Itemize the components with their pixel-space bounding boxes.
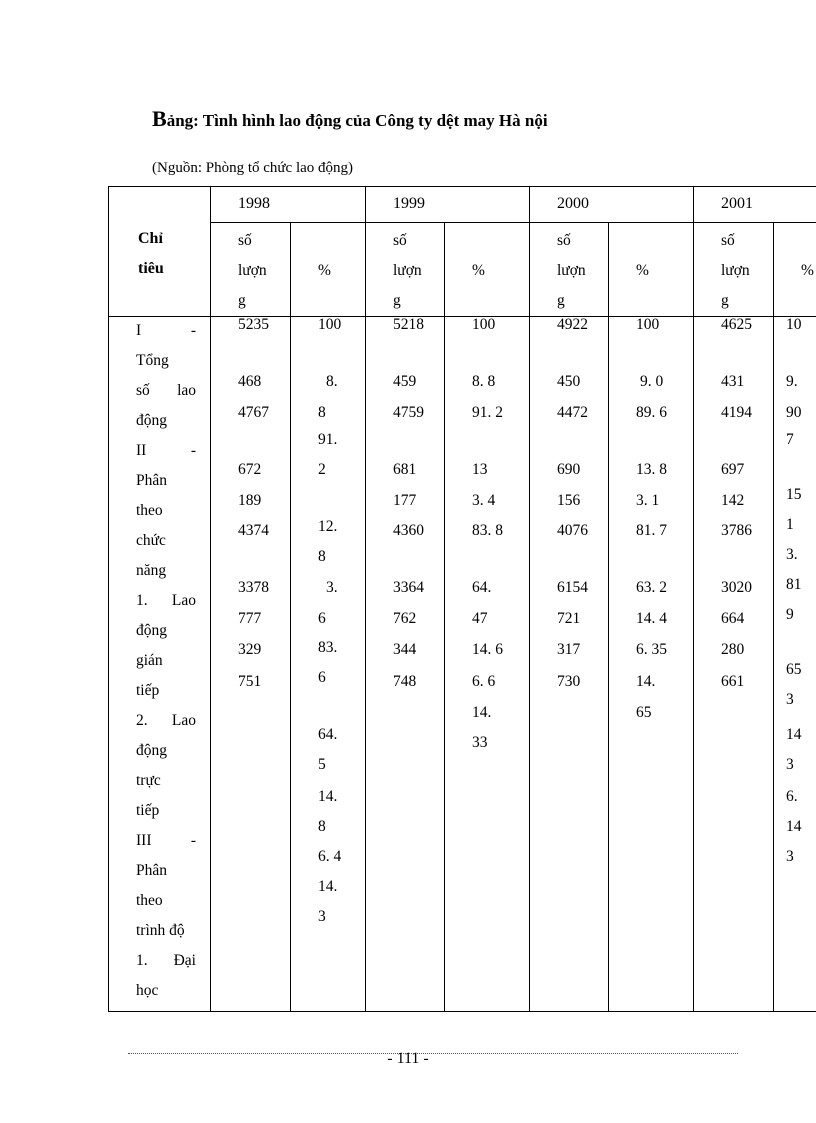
row-label xyxy=(136,676,196,706)
row-label-part: 1. xyxy=(136,952,148,969)
qty-header-line: g xyxy=(393,292,401,309)
row-label-part: động xyxy=(136,742,167,759)
table-cell: 156 xyxy=(557,492,581,509)
row-label-part: chức xyxy=(136,532,166,549)
table-cell: 751 xyxy=(238,673,262,690)
table-cell: 661 xyxy=(721,673,745,690)
qty-header-line: số xyxy=(721,232,735,249)
row-label xyxy=(136,316,196,346)
table-cell: 89. 6 xyxy=(636,404,667,421)
table-cell: 91. xyxy=(318,431,338,448)
row-label-part: theo xyxy=(136,502,163,519)
table-cell: 690 xyxy=(557,461,581,478)
table-cell: 12. xyxy=(318,518,338,535)
row-label xyxy=(136,796,196,826)
table-cell: 64. xyxy=(472,579,492,596)
row-label-part: Lao xyxy=(171,712,196,729)
col-divider xyxy=(210,186,211,1012)
table-cell: 100 xyxy=(636,316,660,333)
pct-header: % xyxy=(636,262,649,279)
table-cell: 100 xyxy=(472,316,496,333)
row-label xyxy=(136,556,196,586)
page-number: - 111 - xyxy=(387,1050,429,1067)
qty-header-line: số xyxy=(393,232,407,249)
row-label-part: lao xyxy=(177,382,196,399)
row-label xyxy=(136,526,196,556)
table-cell: 317 xyxy=(557,641,581,658)
col-divider xyxy=(365,186,366,1012)
table-cell: 450 xyxy=(557,373,581,390)
table-cell: 142 xyxy=(721,492,745,509)
row-label-part: trực xyxy=(136,772,161,789)
row-label xyxy=(136,916,196,946)
row-label xyxy=(136,466,196,496)
row-label xyxy=(136,406,196,436)
qty-header-line: lượn xyxy=(238,262,267,279)
row-label xyxy=(136,646,196,676)
table-cell: 14. xyxy=(636,673,656,690)
table-cell: 65 xyxy=(636,704,652,721)
table-cell: 65 xyxy=(786,661,802,678)
row-label-part: động xyxy=(136,412,167,429)
row-label xyxy=(136,706,196,736)
table-cell: 3 xyxy=(786,691,794,708)
subcol-divider xyxy=(444,222,445,1012)
row-label-part: Phân xyxy=(136,862,167,879)
table-cell: 3 xyxy=(318,908,326,925)
subcol-divider xyxy=(773,222,774,1012)
table-cell: 664 xyxy=(721,610,745,627)
table-cell: 14. xyxy=(318,788,338,805)
table-cell: 777 xyxy=(238,610,262,627)
row-label xyxy=(136,976,196,1006)
table-cell: 8 xyxy=(318,548,326,565)
table-cell: 64. xyxy=(318,726,338,743)
subcol-divider xyxy=(290,222,291,1012)
header-label-line: Chỉ xyxy=(138,230,163,247)
table-cell: 8 xyxy=(318,404,326,421)
row-label-part: theo xyxy=(136,892,163,909)
table-cell: 9. xyxy=(786,373,798,390)
labor-table xyxy=(108,186,816,1012)
table-cell: 4625 xyxy=(721,316,752,333)
qty-header xyxy=(557,226,586,316)
table-cell: 6. 4 xyxy=(318,848,342,865)
table-cell: 100 xyxy=(318,316,342,333)
qty-header-line: g xyxy=(721,292,729,309)
table-cell: 63. 2 xyxy=(636,579,667,596)
table-cell: 13 xyxy=(472,461,488,478)
row-label-part: học xyxy=(136,982,159,999)
table-cell: 431 xyxy=(721,373,745,390)
table-cell: 4767 xyxy=(238,404,269,421)
table-cell: 8. xyxy=(326,373,338,390)
row-label-part: năng xyxy=(136,562,167,579)
row-label xyxy=(136,496,196,526)
row-label xyxy=(136,616,196,646)
row-label-part: I xyxy=(136,322,142,339)
table-cell: 47 xyxy=(472,610,488,627)
table-cell: 13. 8 xyxy=(636,461,667,478)
table-cell: 280 xyxy=(721,641,745,658)
row-label xyxy=(136,766,196,796)
row-label-part: động xyxy=(136,622,167,639)
row-label-part: Phân xyxy=(136,472,167,489)
table-cell: 14. xyxy=(318,878,338,895)
table-cell: 672 xyxy=(238,461,262,478)
qty-header-line: g xyxy=(557,292,565,309)
row-label-part: tiếp xyxy=(136,682,160,699)
table-cell: 9 xyxy=(786,606,794,623)
table-cell: 6. 35 xyxy=(636,641,667,658)
table-cell: 344 xyxy=(393,641,417,658)
body-divider xyxy=(108,316,816,317)
header-chi-tieu xyxy=(138,224,164,284)
table-cell: 3. xyxy=(786,546,798,563)
row-label xyxy=(136,346,196,376)
row-label-part: Đại xyxy=(173,952,196,969)
header-divider xyxy=(210,222,816,223)
table-cell: 3. 4 xyxy=(472,492,496,509)
row-label xyxy=(136,886,196,916)
table-cell: 3 xyxy=(786,848,794,865)
row-label xyxy=(136,376,196,406)
row-label-part: - xyxy=(190,442,196,459)
table-cell: 3786 xyxy=(721,522,752,539)
row-label-part: III xyxy=(136,832,152,849)
table-cell: 7 xyxy=(786,431,794,448)
table-cell: 5235 xyxy=(238,316,269,333)
row-label-part: Tổng xyxy=(136,352,169,369)
row-label xyxy=(136,436,196,466)
table-cell: 6. 6 xyxy=(472,673,496,690)
title-text: ảng: Tình hình lao động của Công ty dệt may Hà nội xyxy=(166,111,548,130)
table-cell: 5 xyxy=(318,756,326,773)
table-cell: 762 xyxy=(393,610,417,627)
table-cell: 468 xyxy=(238,373,262,390)
qty-header-line: g xyxy=(238,292,246,309)
table-cell: 3. xyxy=(326,579,338,596)
row-label xyxy=(136,856,196,886)
table-cell: 14 xyxy=(786,726,802,743)
year-1999: 1999 xyxy=(393,195,425,212)
row-label-part: Lao xyxy=(171,592,196,609)
qty-header xyxy=(721,226,750,316)
qty-header-line: số xyxy=(238,232,252,249)
row-label-part: gián xyxy=(136,652,163,669)
table-cell: 748 xyxy=(393,673,417,690)
row-label xyxy=(136,826,196,856)
table-cell: 3378 xyxy=(238,579,269,596)
row-label xyxy=(136,586,196,616)
row-label-part: tiếp xyxy=(136,802,160,819)
row-label-part: 2. xyxy=(136,712,148,729)
qty-header xyxy=(238,226,267,316)
table-cell: 8 xyxy=(318,818,326,835)
qty-header-line: số xyxy=(557,232,571,249)
table-cell: 4759 xyxy=(393,404,424,421)
subcol-divider xyxy=(608,222,609,1012)
row-label-part: 1. xyxy=(136,592,148,609)
table-cell: 3. 1 xyxy=(636,492,660,509)
table-cell: 90 xyxy=(786,404,802,421)
table-cell: 83. 8 xyxy=(472,522,503,539)
table-cell: 14. xyxy=(472,704,492,721)
qty-header-line: lượn xyxy=(393,262,422,279)
table-cell: 697 xyxy=(721,461,745,478)
year-2001: 2001 xyxy=(721,195,753,212)
qty-header xyxy=(393,226,422,316)
table-cell: 177 xyxy=(393,492,417,509)
table-cell: 4076 xyxy=(557,522,588,539)
table-cell: 14. 6 xyxy=(472,641,503,658)
table-title xyxy=(152,106,548,132)
row-labels xyxy=(136,316,196,1006)
pct-header: % xyxy=(801,262,814,279)
row-label-part: - xyxy=(190,322,196,339)
source-note: (Nguồn: Phòng tổ chức lao động) xyxy=(152,160,354,176)
header-label-line: tiêu xyxy=(138,260,164,277)
table-cell: 4472 xyxy=(557,404,588,421)
table-cell: 91. 2 xyxy=(472,404,503,421)
table-cell: 6 xyxy=(318,610,326,627)
row-label-part: trình độ xyxy=(136,922,185,939)
table-cell: 721 xyxy=(557,610,581,627)
table-cell: 6. xyxy=(786,788,798,805)
table-cell: 10 xyxy=(786,316,802,333)
table-cell: 9. 0 xyxy=(640,373,664,390)
row-label-part: số xyxy=(136,382,150,399)
table-frame xyxy=(108,186,816,1012)
table-cell: 5218 xyxy=(393,316,424,333)
pct-header: % xyxy=(472,262,485,279)
table-cell: 81 xyxy=(786,576,802,593)
pct-header: % xyxy=(318,262,331,279)
table-cell: 1 xyxy=(786,516,794,533)
table-cell: 3 xyxy=(786,756,794,773)
table-cell: 4374 xyxy=(238,522,269,539)
table-cell: 3364 xyxy=(393,579,424,596)
year-2000: 2000 xyxy=(557,195,589,212)
table-cell: 2 xyxy=(318,461,326,478)
table-cell: 4194 xyxy=(721,404,752,421)
table-cell: 681 xyxy=(393,461,417,478)
col-divider xyxy=(693,186,694,1012)
table-cell: 329 xyxy=(238,641,262,658)
table-cell: 6 xyxy=(318,669,326,686)
table-cell: 730 xyxy=(557,673,581,690)
table-cell: 14. 4 xyxy=(636,610,667,627)
row-label-part: II xyxy=(136,442,147,459)
table-cell: 15 xyxy=(786,486,802,503)
col-divider xyxy=(529,186,530,1012)
table-cell: 189 xyxy=(238,492,262,509)
year-1998: 1998 xyxy=(238,195,270,212)
table-cell: 14 xyxy=(786,818,802,835)
row-label xyxy=(136,736,196,766)
table-cell: 6154 xyxy=(557,579,588,596)
title-initial: B xyxy=(152,106,167,131)
table-cell: 4922 xyxy=(557,316,588,333)
table-cell: 459 xyxy=(393,373,417,390)
table-cell: 83. xyxy=(318,639,338,656)
qty-header-line: lượn xyxy=(721,262,750,279)
table-cell: 33 xyxy=(472,734,488,751)
qty-header-line: lượn xyxy=(557,262,586,279)
table-cell: 4360 xyxy=(393,522,424,539)
table-cell: 8. 8 xyxy=(472,373,496,390)
row-label xyxy=(136,946,196,976)
table-cell: 3020 xyxy=(721,579,752,596)
row-label-part: - xyxy=(190,832,196,849)
table-cell: 81. 7 xyxy=(636,522,667,539)
